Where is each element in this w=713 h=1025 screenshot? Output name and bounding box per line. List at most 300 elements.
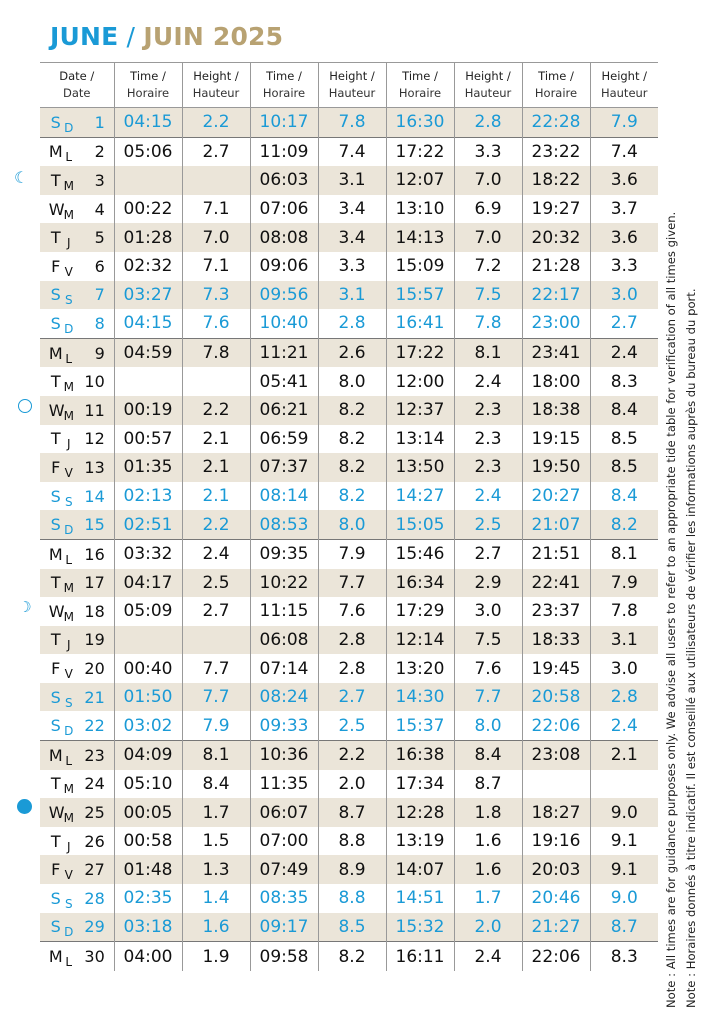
time-cell: 02:32 [114,252,182,281]
height-cell: 2.2 [182,396,250,425]
date-cell [40,770,114,799]
time-cell: 20:32 [522,223,590,252]
time-cell [114,626,182,655]
time-cell: 09:56 [250,281,318,310]
header-height-en: Height / [329,69,375,83]
time-cell: 20:46 [522,884,590,913]
day-letter-fr: L [65,351,73,366]
time-cell: 09:17 [250,913,318,942]
day-number: 13 [84,457,105,477]
date-cell [40,913,114,942]
time-cell: 03:02 [114,711,182,740]
date-cell [40,338,114,367]
day-number: 17 [84,573,105,593]
time-cell: 22:17 [522,281,590,310]
time-cell: 16:34 [386,569,454,598]
time-cell: 01:35 [114,453,182,482]
day-number: 9 [94,343,105,363]
day-letter-fr: S [64,896,73,911]
height-cell: 2.7 [454,539,522,568]
date-cell [40,884,114,913]
height-cell: 3.1 [318,166,386,195]
height-cell: 8.1 [182,741,250,770]
day-letter-fr: J [66,437,71,452]
time-cell: 05:06 [114,137,182,166]
height-cell: 3.6 [590,223,658,252]
height-cell: 7.6 [454,654,522,683]
time-cell: 10:36 [250,741,318,770]
time-cell: 13:50 [386,453,454,482]
time-cell: 00:05 [114,798,182,827]
day-letter-en: S [50,486,61,506]
day-letter-en: W [48,601,65,621]
day-letter-fr: V [64,868,73,883]
header-time-fr: Horaire [534,86,578,100]
table-row [40,654,658,683]
time-cell: 13:14 [386,425,454,454]
height-cell: 3.1 [590,626,658,655]
table-row [40,827,658,856]
time-cell: 21:27 [522,913,590,942]
date-cell [40,367,114,396]
header-height-fr: Hauteur [600,86,648,100]
time-cell: 05:41 [250,367,318,396]
time-cell: 06:59 [250,425,318,454]
height-cell: 8.0 [318,510,386,539]
day-letter-fr: M [63,581,74,596]
day-letter-fr: M [63,207,74,222]
day-letter-fr: V [64,264,73,279]
table-row [40,683,658,712]
header-height [182,63,250,108]
height-cell: 7.5 [454,626,522,655]
day-number: 7 [94,285,105,305]
time-cell: 21:51 [522,539,590,568]
day-letter-en: W [48,199,65,219]
time-cell: 21:07 [522,510,590,539]
time-cell: 08:08 [250,223,318,252]
disclaimer-en: Note : All times are for guidance purposes only. We advise all users to refer to an appropriate tide table for verification of all times given. [664,211,678,1008]
height-cell: 8.5 [590,425,658,454]
height-cell: 8.4 [454,741,522,770]
height-cell: 7.7 [182,683,250,712]
table-row [40,309,658,338]
date-cell [40,942,114,971]
header-row [40,63,658,108]
table-row [40,338,658,367]
time-cell: 15:32 [386,913,454,942]
day-letter-fr: J [66,839,71,854]
height-cell: 8.8 [318,827,386,856]
new-moon-icon [17,799,32,814]
height-cell: 2.5 [318,711,386,740]
height-cell: 8.5 [590,453,658,482]
day-letter-en: T [50,170,61,190]
day-letter-en: T [50,573,61,593]
header-time [114,63,182,108]
date-cell [40,195,114,224]
height-cell: 1.5 [182,827,250,856]
date-cell [40,396,114,425]
day-number: 4 [94,199,105,219]
time-cell: 00:19 [114,396,182,425]
time-cell: 04:15 [114,309,182,338]
table-row [40,626,658,655]
time-cell: 11:35 [250,770,318,799]
day-letter-fr: L [65,150,73,165]
header-time [386,63,454,108]
time-cell: 04:59 [114,338,182,367]
time-cell: 11:09 [250,137,318,166]
height-cell: 2.5 [454,510,522,539]
date-cell [40,309,114,338]
day-letter-fr: V [64,667,73,682]
date-cell [40,137,114,166]
height-cell: 2.2 [182,108,250,138]
time-cell: 18:38 [522,396,590,425]
height-cell: 9.1 [590,827,658,856]
height-cell: 3.1 [318,281,386,310]
height-cell: 3.0 [454,597,522,626]
header-date [40,63,114,108]
height-cell [182,626,250,655]
height-cell: 3.4 [318,195,386,224]
height-cell: 2.2 [318,741,386,770]
time-cell: 09:58 [250,942,318,971]
day-letter-en: T [50,228,61,248]
time-cell: 16:30 [386,108,454,138]
time-cell: 19:50 [522,453,590,482]
header-time-fr: Horaire [126,86,170,100]
time-cell [114,166,182,195]
time-cell: 09:35 [250,539,318,568]
day-letter-en: F [51,256,61,276]
day-letter-en: S [50,687,61,707]
date-cell [40,711,114,740]
time-cell: 03:32 [114,539,182,568]
day-letter-fr: D [64,120,74,135]
time-cell: 15:05 [386,510,454,539]
date-cell [40,855,114,884]
height-cell: 2.1 [182,425,250,454]
time-cell: 01:48 [114,855,182,884]
time-cell: 04:17 [114,569,182,598]
day-number: 30 [84,947,105,967]
day-letter-en: T [50,429,61,449]
height-cell: 9.0 [590,798,658,827]
day-letter-fr: M [63,811,74,826]
day-number: 25 [84,803,105,823]
table-row [40,195,658,224]
time-cell [114,367,182,396]
crescent-left-icon: ☾ [14,167,29,187]
date-cell [40,425,114,454]
time-cell: 16:41 [386,309,454,338]
height-cell: 7.0 [182,223,250,252]
day-number: 22 [84,716,105,736]
table-row [40,597,658,626]
time-cell: 11:15 [250,597,318,626]
time-cell: 10:17 [250,108,318,138]
day-number: 11 [84,400,105,420]
date-cell [40,827,114,856]
height-cell: 7.2 [454,252,522,281]
height-cell: 7.6 [318,597,386,626]
time-cell: 00:40 [114,654,182,683]
header-time-en: Time / [130,69,166,83]
height-cell: 8.0 [318,367,386,396]
day-number: 3 [94,170,105,190]
time-cell: 17:22 [386,137,454,166]
time-cell: 01:50 [114,683,182,712]
day-number: 14 [84,486,105,506]
height-cell: 7.8 [182,338,250,367]
header-time-fr: Horaire [398,86,442,100]
time-cell: 15:46 [386,539,454,568]
height-cell: 2.7 [590,309,658,338]
height-cell: 7.4 [590,137,658,166]
time-cell: 18:00 [522,367,590,396]
time-cell: 11:21 [250,338,318,367]
date-cell [40,108,114,138]
height-cell: 3.6 [590,166,658,195]
day-number: 5 [94,228,105,248]
time-cell: 02:51 [114,510,182,539]
height-cell: 7.9 [318,539,386,568]
date-cell [40,510,114,539]
day-letter-en: M [48,947,63,967]
time-cell: 04:15 [114,108,182,138]
time-cell: 08:35 [250,884,318,913]
height-cell: 8.4 [590,396,658,425]
time-cell: 07:49 [250,855,318,884]
height-cell: 1.9 [182,942,250,971]
height-cell: 1.3 [182,855,250,884]
title-month-fr: JUIN 2025 [143,22,284,51]
time-cell: 09:06 [250,252,318,281]
time-cell: 03:18 [114,913,182,942]
height-cell: 3.3 [454,137,522,166]
time-cell: 00:57 [114,425,182,454]
date-cell [40,741,114,770]
table-row [40,539,658,568]
time-cell: 22:41 [522,569,590,598]
time-cell: 18:33 [522,626,590,655]
day-letter-fr: L [65,753,73,768]
disclaimer-fr: Note : Horaires donnés à titre indicatif. Il est conseillé aux utilisateurs de vérifier les informations auprès du bureau du port. [684,288,698,1008]
full-moon-icon [18,399,32,413]
height-cell: 8.7 [318,798,386,827]
height-cell: 7.8 [318,108,386,138]
header-time-en: Time / [538,69,574,83]
time-cell: 16:11 [386,942,454,971]
time-cell: 10:22 [250,569,318,598]
table-row [40,281,658,310]
day-number: 18 [84,601,105,621]
height-cell: 7.0 [454,166,522,195]
height-cell: 2.7 [318,683,386,712]
day-letter-fr: S [64,293,73,308]
header-time [250,63,318,108]
height-cell: 1.6 [454,855,522,884]
header-time-en: Time / [402,69,438,83]
table-row [40,453,658,482]
day-letter-en: W [48,400,65,420]
date-cell [40,798,114,827]
day-number: 20 [84,659,105,679]
day-number: 1 [94,112,105,132]
time-cell: 23:00 [522,309,590,338]
day-letter-en: M [48,544,63,564]
title-month-en: JUNE [50,22,119,51]
time-cell: 14:07 [386,855,454,884]
time-cell: 07:00 [250,827,318,856]
time-cell: 02:35 [114,884,182,913]
time-cell: 15:37 [386,711,454,740]
time-cell: 07:14 [250,654,318,683]
table-row [40,166,658,195]
day-number: 23 [84,745,105,765]
time-cell: 17:22 [386,338,454,367]
day-letter-en: F [51,659,61,679]
time-cell: 13:19 [386,827,454,856]
header-height-fr: Hauteur [464,86,512,100]
day-letter-en: F [51,457,61,477]
time-cell: 12:37 [386,396,454,425]
day-number: 24 [84,774,105,794]
date-cell [40,597,114,626]
table-row [40,884,658,913]
header-height [590,63,658,108]
day-letter-en: M [48,142,63,162]
height-cell: 2.3 [454,396,522,425]
table-row [40,798,658,827]
height-cell: 2.8 [318,626,386,655]
header-height [454,63,522,108]
table-row [40,913,658,942]
table-row [40,855,658,884]
day-letter-fr: L [65,552,73,567]
height-cell: 8.2 [318,396,386,425]
day-number: 6 [94,256,105,276]
height-cell: 2.7 [182,597,250,626]
day-number: 2 [94,142,105,162]
height-cell: 1.4 [182,884,250,913]
table-row [40,942,658,971]
height-cell: 9.1 [590,855,658,884]
time-cell: 23:22 [522,137,590,166]
height-cell: 7.9 [590,569,658,598]
time-cell: 12:28 [386,798,454,827]
time-cell: 05:10 [114,770,182,799]
height-cell: 8.4 [590,482,658,511]
day-letter-fr: J [66,638,71,653]
day-number: 29 [84,917,105,937]
header-height-fr: Hauteur [328,86,376,100]
time-cell: 07:06 [250,195,318,224]
day-letter-fr: D [64,523,74,538]
time-cell: 14:27 [386,482,454,511]
time-cell: 15:09 [386,252,454,281]
time-cell: 20:27 [522,482,590,511]
time-cell: 10:40 [250,309,318,338]
height-cell: 2.0 [318,770,386,799]
time-cell: 19:45 [522,654,590,683]
height-cell: 6.9 [454,195,522,224]
time-cell: 19:15 [522,425,590,454]
height-cell: 2.3 [454,453,522,482]
height-cell: 8.7 [590,913,658,942]
height-cell: 3.0 [590,654,658,683]
time-cell: 22:28 [522,108,590,138]
height-cell: 2.1 [182,453,250,482]
height-cell: 8.0 [454,711,522,740]
height-cell: 2.5 [182,569,250,598]
day-letter-en: T [50,630,61,650]
height-cell: 2.4 [590,338,658,367]
day-number: 8 [94,313,105,333]
time-cell: 17:34 [386,770,454,799]
time-cell: 02:13 [114,482,182,511]
tide-table [40,62,658,971]
height-cell [182,166,250,195]
height-cell: 2.1 [182,482,250,511]
day-letter-en: T [50,774,61,794]
height-cell: 7.5 [454,281,522,310]
header-date-fr: Date [63,86,91,100]
height-cell: 7.4 [318,137,386,166]
height-cell: 2.3 [454,425,522,454]
height-cell: 8.1 [454,338,522,367]
time-cell: 14:30 [386,683,454,712]
day-letter-en: S [50,888,61,908]
height-cell: 7.6 [182,309,250,338]
height-cell: 2.4 [454,367,522,396]
day-letter-fr: M [63,178,74,193]
height-cell: 8.9 [318,855,386,884]
height-cell: 2.8 [590,683,658,712]
day-letter-en: W [48,803,65,823]
height-cell: 1.7 [454,884,522,913]
title-separator: / [118,22,144,51]
height-cell [590,770,658,799]
height-cell: 2.2 [182,510,250,539]
time-cell: 20:03 [522,855,590,884]
table-body [40,108,658,971]
time-cell: 06:08 [250,626,318,655]
height-cell: 7.8 [454,309,522,338]
height-cell: 8.7 [454,770,522,799]
time-cell: 06:07 [250,798,318,827]
day-letter-en: F [51,860,61,880]
time-cell: 16:38 [386,741,454,770]
height-cell: 2.4 [454,482,522,511]
date-cell [40,281,114,310]
time-cell: 18:27 [522,798,590,827]
day-letter-en: S [50,112,61,132]
height-cell: 1.6 [454,827,522,856]
height-cell: 2.6 [318,338,386,367]
time-cell: 14:13 [386,223,454,252]
time-cell: 03:27 [114,281,182,310]
height-cell: 7.7 [182,654,250,683]
day-letter-fr: M [63,782,74,797]
day-letter-fr: M [63,380,74,395]
height-cell: 1.7 [182,798,250,827]
height-cell: 7.9 [590,108,658,138]
day-number: 15 [84,515,105,535]
day-letter-fr: L [65,955,73,970]
